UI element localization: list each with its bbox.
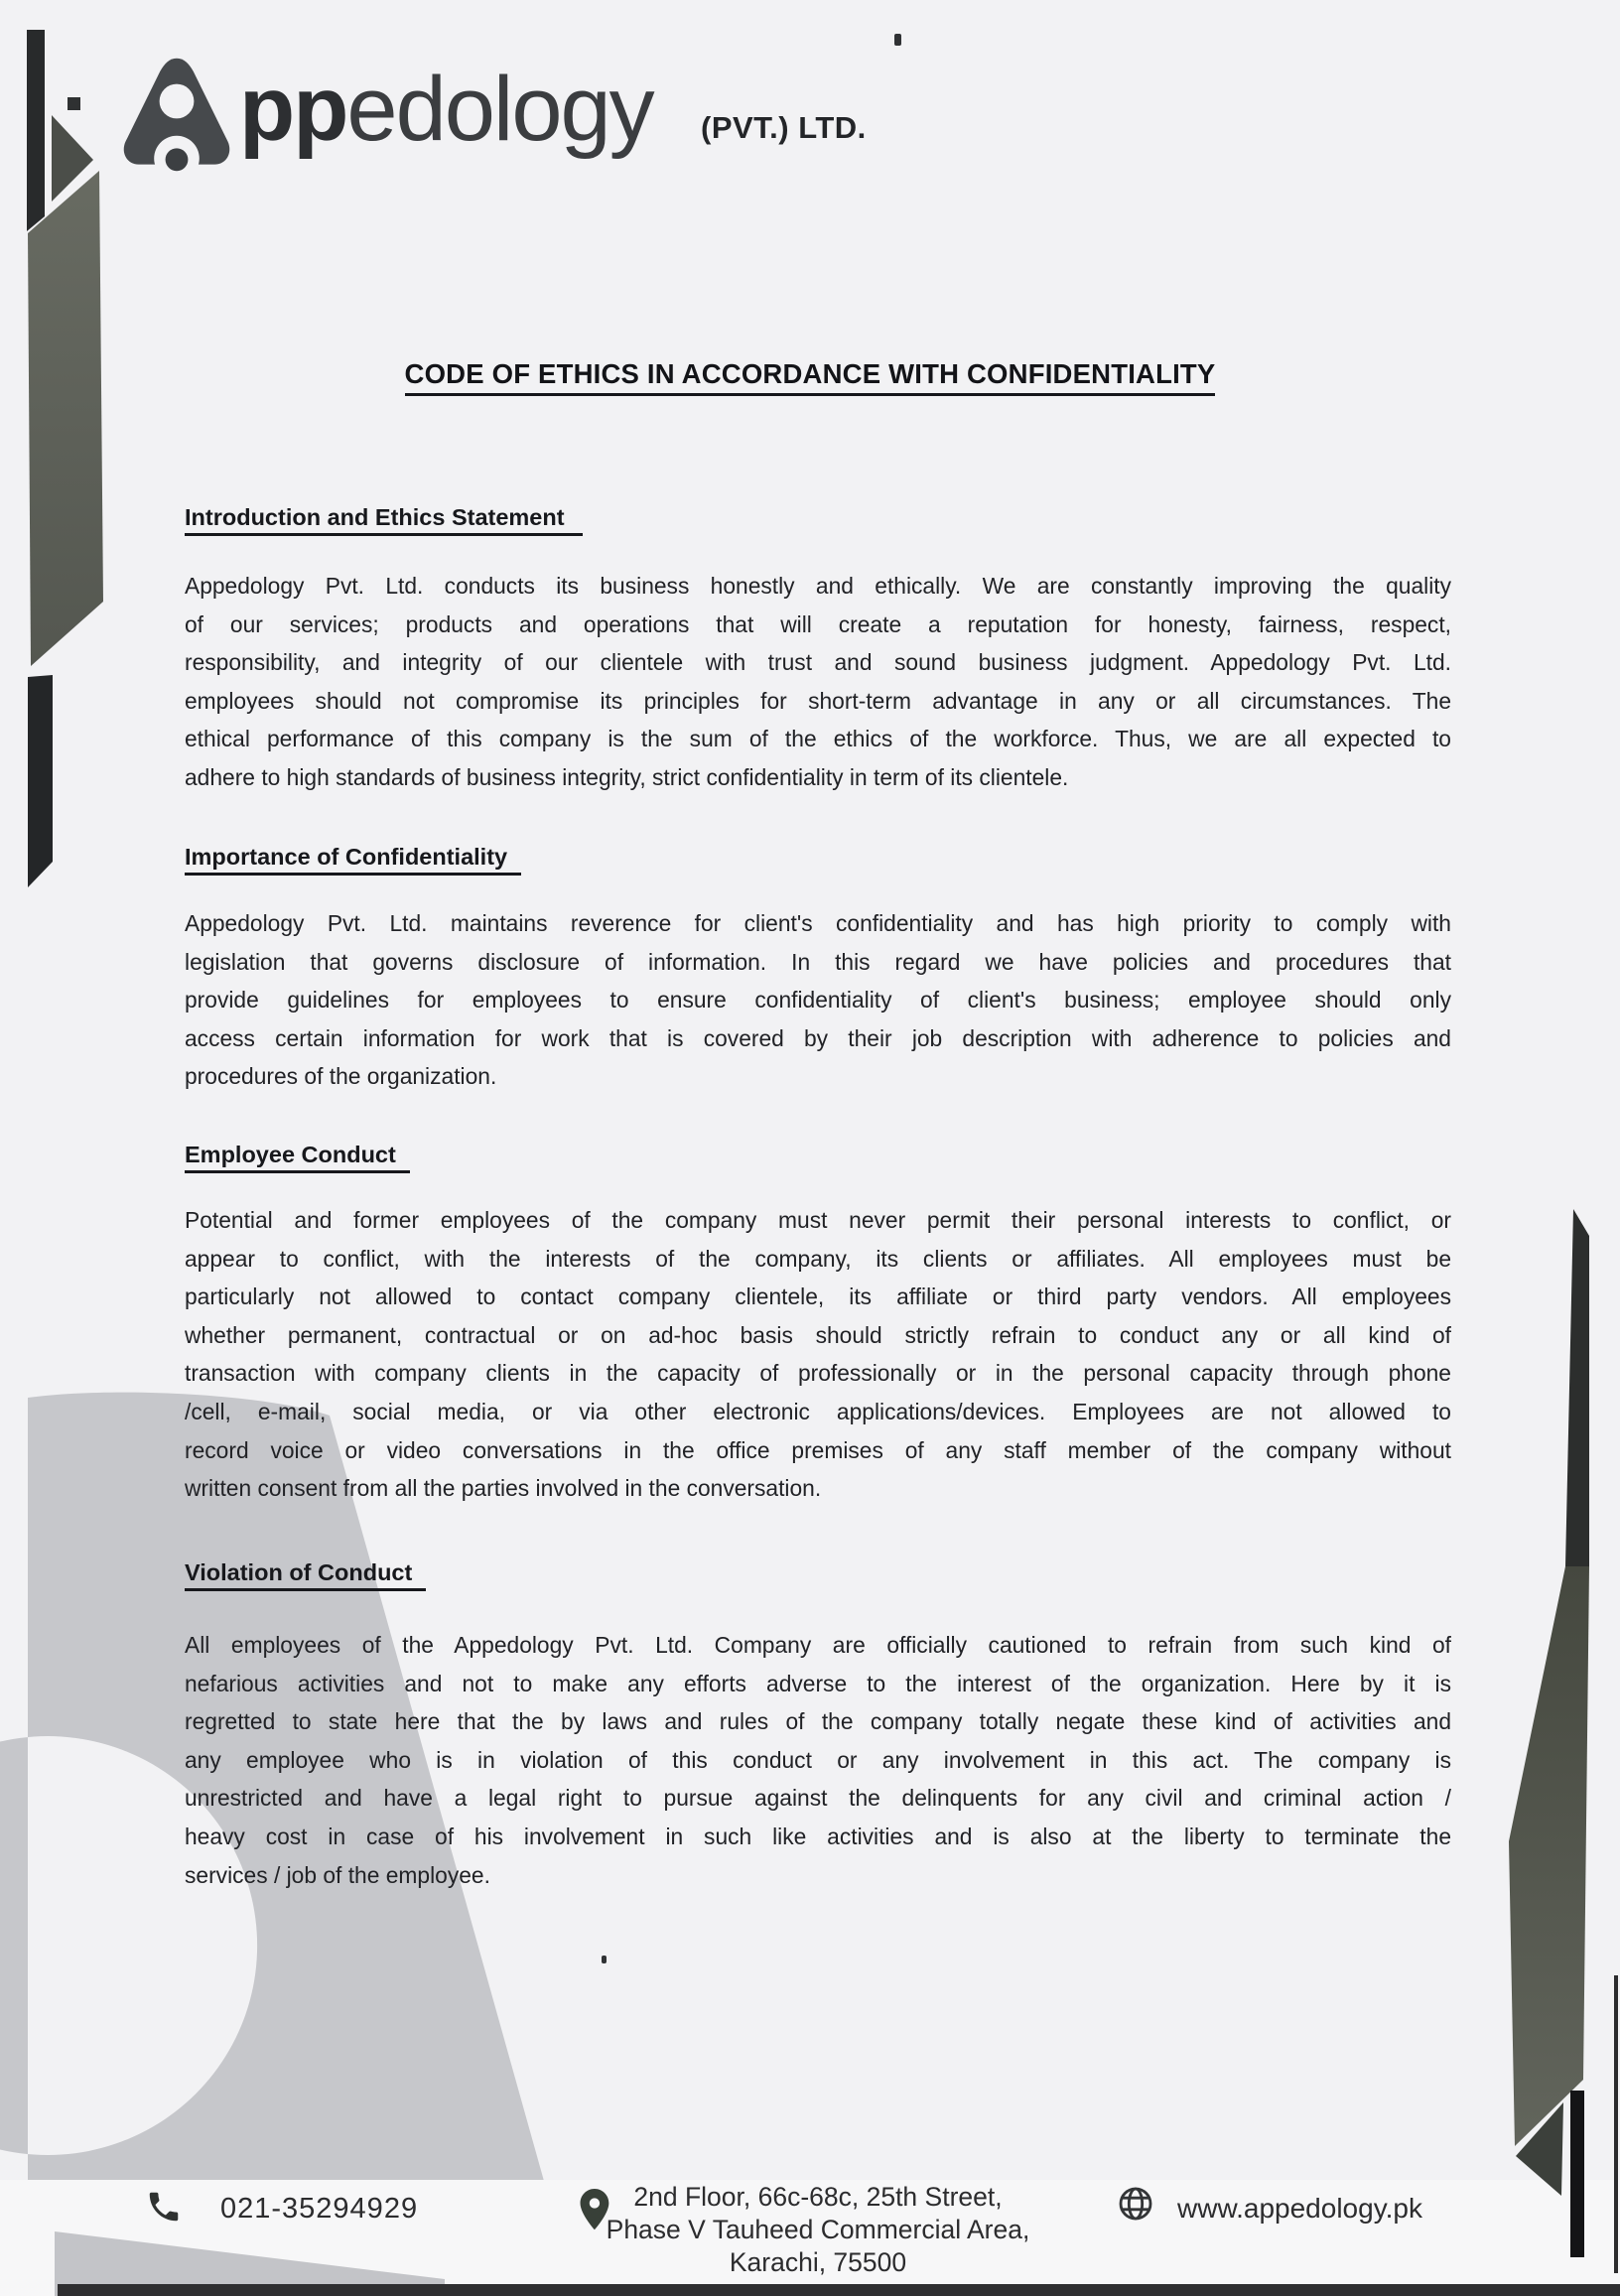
globe-icon bbox=[1116, 2184, 1155, 2224]
scan-bottom-edge bbox=[58, 2284, 1620, 2296]
brand-wordmark bbox=[239, 59, 653, 160]
paragraph-employee-conduct bbox=[185, 1201, 1451, 1508]
section-heading-violation: Violation of Conduct bbox=[185, 1559, 426, 1586]
scan-speck bbox=[602, 1956, 607, 1963]
body-line: All employees of the Appedology Pvt. Ltd. Company are officially cautioned to refrain from such kind of bbox=[185, 1632, 1451, 1658]
body-line: Appedology Pvt. Ltd. conducts its business honestly and ethically. We are constantly improving the quality bbox=[185, 573, 1451, 599]
body-line: services / job of the employee. bbox=[185, 1861, 490, 1888]
body-line: unrestricted and have a legal right to pursue against the delinquents for any civil and criminal action / bbox=[185, 1785, 1451, 1812]
body-line: record voice or video conversations in the office premises of any staff member of the company without bbox=[185, 1436, 1451, 1463]
body-line: regretted to state here that the by laws and rules of the company totally negate these kind of activities and bbox=[185, 1708, 1451, 1735]
body-line: legislation that governs disclosure of information. In this regard we have policies and procedures that bbox=[185, 948, 1451, 975]
section-heading-confidentiality: Importance of Confidentiality bbox=[185, 844, 521, 871]
section-heading-employee-conduct: Employee Conduct bbox=[185, 1142, 410, 1168]
body-line: any employee who is in violation of this conduct or any involvement in this act. The company is bbox=[185, 1746, 1451, 1773]
body-line: procedures of the organization. bbox=[185, 1063, 497, 1090]
brand-suffix: (PVT.) LTD. bbox=[701, 110, 867, 145]
document-title: CODE OF ETHICS IN ACCORDANCE WITH CONFIDENTIALITY bbox=[0, 358, 1620, 390]
section-heading-introduction: Introduction and Ethics Statement bbox=[185, 504, 583, 531]
body-line: nefarious activities and not to make any efforts adverse to the interest of the organization. Here by it is bbox=[185, 1670, 1451, 1696]
body-line: ethical performance of this company is the sum of the ethics of the workforce. Thus, we are all expected to bbox=[185, 726, 1451, 752]
paragraph-violation bbox=[185, 1626, 1451, 1894]
body-line: /cell, e-mail, social media, or via other electronic applications/devices. Employees are not allowed to bbox=[185, 1398, 1451, 1424]
body-line: Potential and former employees of the company must never permit their personal interests to conflict, or bbox=[185, 1207, 1451, 1233]
body-line: transaction with company clients in the capacity of professionally or in the personal capacity through phone bbox=[185, 1360, 1451, 1387]
phone-icon bbox=[145, 2188, 183, 2226]
appedology-logo-icon bbox=[112, 54, 241, 173]
paragraph-introduction bbox=[185, 567, 1451, 797]
left-edge-decoration bbox=[0, 28, 119, 901]
brand-bold-text: pp bbox=[239, 59, 347, 160]
body-line: particularly not allowed to contact company clientele, its affiliate or third party vendors. All employees bbox=[185, 1283, 1451, 1310]
body-line: provide guidelines for employees to ensure confidentiality of client's business; employee should only bbox=[185, 987, 1451, 1013]
brand-light-text: edology bbox=[346, 59, 653, 160]
address-line: Phase V Tauheed Commercial Area, bbox=[606, 2215, 1030, 2244]
body-line: Appedology Pvt. Ltd. maintains reverence for client's confidentiality and has high priority to comply with bbox=[185, 910, 1451, 936]
footer-address bbox=[592, 2181, 1044, 2279]
right-edge-decoration bbox=[1503, 1206, 1620, 2273]
body-line: heavy cost in case of his involvement in such like activities and is also at the liberty to terminate the bbox=[185, 1823, 1451, 1849]
body-line: access certain information for work that is covered by their job description with adherence to policies and bbox=[185, 1024, 1451, 1051]
body-line: whether permanent, contractual or on ad-hoc basis should strictly refrain to conduct any or all kind of bbox=[185, 1321, 1451, 1348]
paragraph-confidentiality bbox=[185, 904, 1451, 1096]
body-line: employees should not compromise its principles for short-term advantage in any or all circumstances. The bbox=[185, 687, 1451, 714]
body-line: appear to conflict, with the interests of the company, its clients or affiliates. All employees must be bbox=[185, 1245, 1451, 1272]
address-line: Karachi, 75500 bbox=[729, 2247, 907, 2277]
body-line: adhere to high standards of business integrity, strict confidentiality in term of its clientele. bbox=[185, 763, 1069, 790]
scan-speck bbox=[894, 34, 901, 46]
footer-website: www.appedology.pk bbox=[1177, 2193, 1422, 2224]
address-line: 2nd Floor, 66c-68c, 25th Street, bbox=[633, 2182, 1003, 2212]
body-line: responsibility, and integrity of our clientele with trust and sound business judgment. Appedology Pvt. Ltd. bbox=[185, 649, 1451, 676]
body-line: written consent from all the parties involved in the conversation. bbox=[185, 1475, 822, 1502]
footer-phone: 021-35294929 bbox=[220, 2193, 419, 2225]
body-line: of our services; products and operations that will create a reputation for honesty, fairness, respect, bbox=[185, 610, 1451, 637]
